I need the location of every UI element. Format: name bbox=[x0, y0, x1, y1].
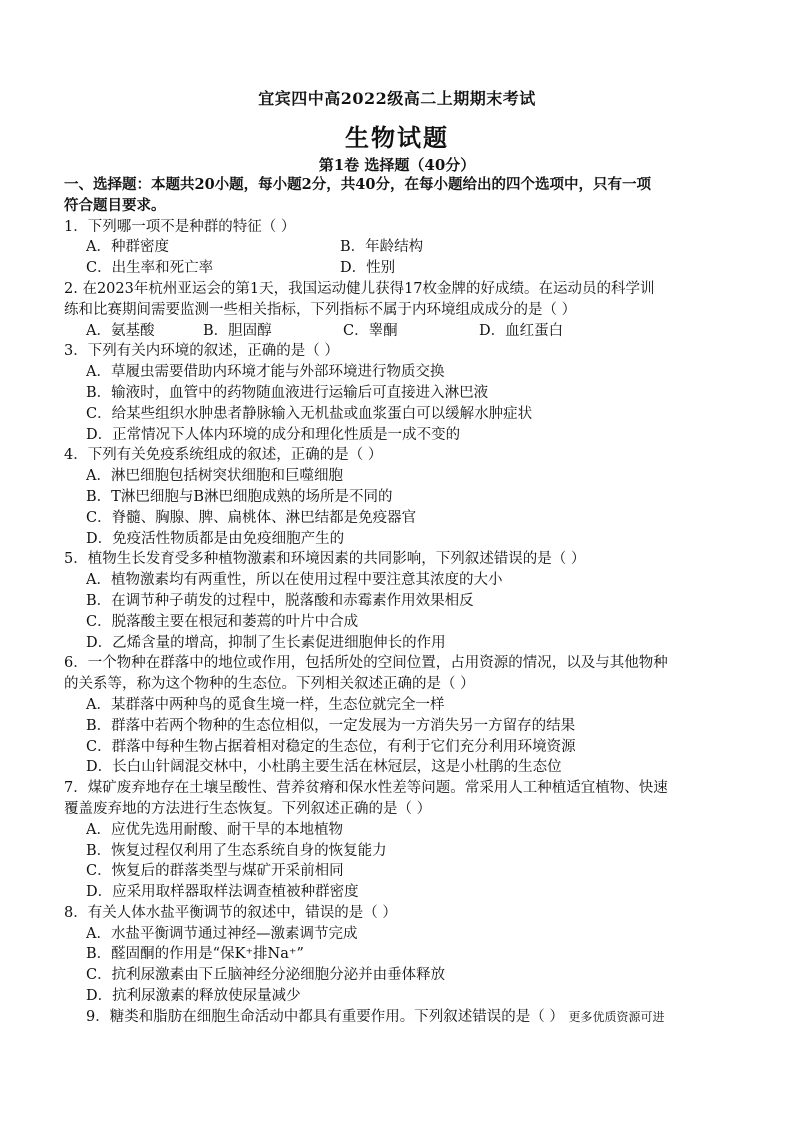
question-8-option-b: B．醛固酮的作用是“保K⁺排Na⁺” bbox=[86, 946, 304, 963]
question-6-stem-line-2: 的关系等，称为这个物种的生态位。下列相关叙述正确的是（ ） bbox=[64, 676, 475, 693]
question-6-option-b: B．群落中若两个物种的生态位相似，一定发展为一方消失另一方留存的结果 bbox=[86, 717, 576, 734]
question-2-stem-line-1: 2. 在2023年杭州亚运会的第1天，我国运动健儿获得17枚金牌的好成绩。在运动员的科学训 bbox=[64, 280, 655, 297]
subject-title: 生物试题 bbox=[345, 123, 449, 152]
question-1-option-b: B．年龄结构 bbox=[340, 239, 424, 256]
question-list bbox=[64, 175, 734, 1028]
question-5-stem: 5．植物生长发育受多种植物激素和环境因素的共同影响，下列叙述错误的是（ ） bbox=[64, 551, 586, 568]
question-7-option-b: B．恢复过程仅利用了生态系统自身的恢复能力 bbox=[86, 842, 387, 859]
question-4-option-d: D．免疫活性物质都是由免疫细胞产生的 bbox=[86, 530, 345, 547]
watermark-promo-text: 更多优质资源可进 bbox=[568, 1009, 665, 1024]
part-title: 第1卷 选择题（40分） bbox=[318, 156, 476, 174]
question-9-stem-line bbox=[64, 1007, 734, 1028]
question-4-stem: 4．下列有关免疫系统组成的叙述，正确的是（ ） bbox=[64, 447, 383, 464]
question-6-option-a: A．某群落中两种鸟的觅食生境一样，生态位就完全一样 bbox=[86, 696, 445, 713]
exam-title: 宜宾四中高2022级高二上期期末考试 bbox=[258, 89, 536, 108]
question-3-option-d: D．正常情况下人体内环境的成分和理化性质是一成不变的 bbox=[86, 426, 461, 443]
question-4-option-b: B．T淋巴细胞与B淋巴细胞成熟的场所是不同的 bbox=[86, 488, 393, 505]
question-5-option-c: C．脱落酸主要在根冠和萎蔫的叶片中合成 bbox=[86, 613, 359, 630]
question-1-options-row-2 bbox=[64, 258, 734, 279]
question-7-option-a: A．应优先选用耐酸、耐干旱的本地植物 bbox=[86, 821, 343, 838]
question-4-option-a: A．淋巴细胞包括树突状细胞和巨噬细胞 bbox=[86, 468, 343, 485]
question-1-option-a: A．种群密度 bbox=[86, 239, 169, 256]
question-7-option-c: C．恢复后的群落类型与煤矿开采前相同 bbox=[86, 863, 344, 880]
question-2-option-c: C．睾酮 bbox=[343, 322, 398, 339]
question-1-options-row-1 bbox=[64, 237, 734, 258]
question-6-option-c: C．群落中每种生物占据着相对稳定的生态位，有利于它们充分利用环境资源 bbox=[86, 738, 576, 755]
question-2-option-b: B．胆固醇 bbox=[203, 322, 272, 339]
question-4-option-c: C．脊髓、胸腺、脾、扁桃体、淋巴结都是免疫器官 bbox=[86, 509, 417, 526]
question-5-option-a: A．植物激素均有两重性，所以在使用过程中要注意其浓度的大小 bbox=[86, 572, 503, 589]
question-8-option-c: C．抗利尿激素由下丘脑神经分泌细胞分泌并由垂体释放 bbox=[86, 967, 446, 984]
question-6-option-d: D．长白山针阔混交林中，小杜鹃主要生活在林冠层，这是小杜鹃的生态位 bbox=[86, 759, 562, 776]
section-instruction-line-2: 符合题目要求。 bbox=[64, 196, 166, 214]
question-5-option-b: B．在调节种子萌发的过程中，脱落酸和赤霉素作用效果相反 bbox=[86, 592, 474, 609]
question-9-stem: 9．糖类和脂肪在细胞生命活动中都具有重要作用。下列叙述错误的是（ ） bbox=[86, 1008, 564, 1025]
question-3-option-a: A．草履虫需要借助内环境才能与外部环境进行物质交换 bbox=[86, 364, 445, 381]
question-5-option-d: D．乙烯含量的增高，抑制了生长素促进细胞伸长的作用 bbox=[86, 634, 446, 651]
question-1-option-c: C．出生率和死亡率 bbox=[86, 260, 214, 277]
question-2-stem-line-2: 练和比赛期间需要监测一些相关指标，下列指标不属于内环境组成成分的是（ ） bbox=[64, 301, 577, 318]
question-3-stem: 3．下列有关内环境的叙述，正确的是（ ） bbox=[64, 343, 339, 360]
question-8-option-a: A．水盐平衡调节通过神经—激素调节完成 bbox=[86, 925, 358, 942]
question-6-stem-line-1: 6．一个物种在群落中的地位或作用，包括所处的空间位置，占用资源的情况，以及与其他物种 bbox=[64, 655, 668, 672]
section-instruction-line-1: 一、选择题：本题共20小题，每小题2分，共40分，在每小题给出的四个选项中，只有一项 bbox=[64, 176, 651, 193]
question-3-option-b: B．输液时，血管中的药物随血液进行运输后可直接进入淋巴液 bbox=[86, 384, 489, 401]
question-1-option-d: D．性别 bbox=[340, 260, 396, 277]
question-3-option-c: C．给某些组织水肿患者静脉输入无机盐或血浆蛋白可以缓解水肿症状 bbox=[86, 405, 533, 422]
question-8-stem: 8．有关人体水盐平衡调节的叙述中，错误的是（ ） bbox=[64, 904, 397, 921]
question-2-options bbox=[64, 321, 734, 342]
question-2-option-a: A．氨基酸 bbox=[86, 322, 155, 339]
question-1-stem: 1．下列哪一项不是种群的特征（ ） bbox=[64, 218, 296, 235]
question-7-stem-line-1: 7．煤矿废弃地存在土壤呈酸性、营养贫瘠和保水性差等问题。常采用人工种植适宜植物、快速 bbox=[64, 780, 668, 797]
question-8-option-d: D．抗利尿激素的释放使尿量减少 bbox=[86, 988, 301, 1005]
question-7-stem-line-2: 覆盖废弃地的方法进行生态恢复。下列叙述正确的是（ ） bbox=[64, 800, 432, 817]
question-7-option-d: D．应采用取样器取样法调查植被种群密度 bbox=[86, 884, 359, 901]
question-2-option-d: D．血红蛋白 bbox=[479, 322, 564, 339]
